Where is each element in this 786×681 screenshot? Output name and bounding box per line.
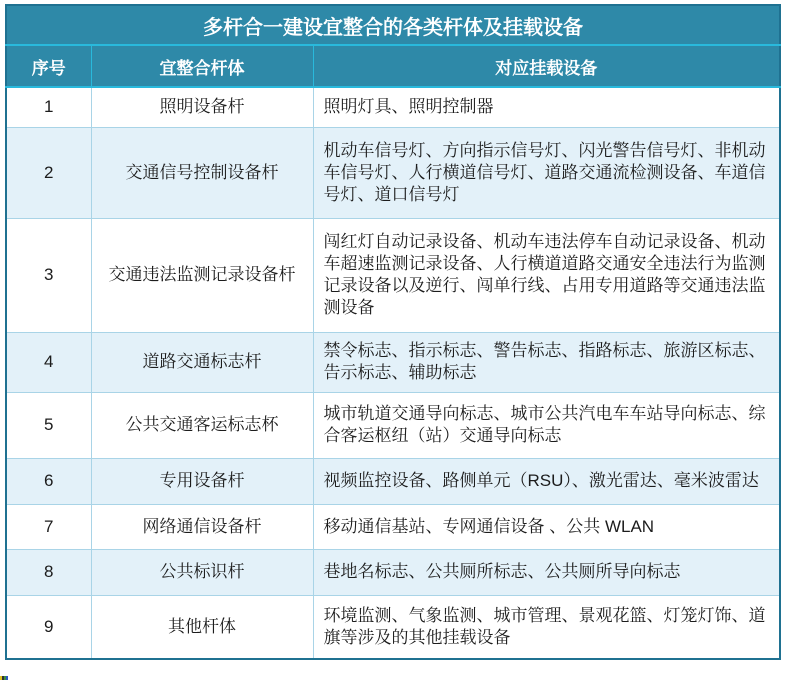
pole-type-cell: 公共交通客运标志杯 — [91, 392, 313, 458]
column-header-num: 序号 — [6, 45, 91, 87]
pole-type-cell: 网络通信设备杆 — [91, 504, 313, 549]
table-row — [6, 458, 780, 504]
table-row — [6, 87, 780, 127]
corner-pixel-artifact — [0, 676, 10, 680]
devices-cell: 环境监测、气象监测、城市管理、景观花篮、灯笼灯饰、道旗等涉及的其他挂载设备 — [313, 595, 780, 659]
table-title-row — [6, 5, 780, 45]
table-row — [6, 218, 780, 332]
table-row — [6, 504, 780, 549]
devices-cell: 移动通信基站、专网通信设备 、公共 WLAN — [313, 504, 780, 549]
pole-type-cell: 道路交通标志杆 — [91, 332, 313, 392]
pole-type-cell: 交通违法监测记录设备杆 — [91, 218, 313, 332]
devices-cell: 闯红灯自动记录设备、机动车违法停车自动记录设备、机动车超速监测记录设备、人行横道道路交通安全违法行为监测记录设备以及逆行、闯单行线、占用专用道路等交通违法监测设备 — [313, 218, 780, 332]
devices-cell: 巷地名标志、公共厕所标志、公共厕所导向标志 — [313, 549, 780, 595]
row-index-cell: 8 — [6, 549, 91, 595]
pole-integration-table-container — [5, 4, 781, 660]
devices-cell: 照明灯具、照明控制器 — [313, 87, 780, 127]
row-index-cell: 7 — [6, 504, 91, 549]
table-row — [6, 549, 780, 595]
table-header-row — [6, 45, 780, 87]
devices-cell: 禁令标志、指示标志、警告标志、指路标志、旅游区标志、告示标志、辅助标志 — [313, 332, 780, 392]
table-title: 多杆合一建设宜整合的各类杆体及挂载设备 — [6, 5, 780, 45]
row-index-cell: 5 — [6, 392, 91, 458]
devices-cell: 机动车信号灯、方向指示信号灯、闪光警告信号灯、非机动车信号灯、人行横道信号灯、道路交通流检测设备、车道信号灯、道口信号灯 — [313, 127, 780, 218]
pole-type-cell: 照明设备杆 — [91, 87, 313, 127]
pole-type-cell: 交通信号控制设备杆 — [91, 127, 313, 218]
row-index-cell: 6 — [6, 458, 91, 504]
devices-cell: 城市轨道交通导向标志、城市公共汽电车车站导向标志、综合客运枢纽（站）交通导向标志 — [313, 392, 780, 458]
table-row — [6, 332, 780, 392]
pole-type-cell: 公共标识杆 — [91, 549, 313, 595]
column-header-pole: 宜整合杆体 — [91, 45, 313, 87]
table-row — [6, 127, 780, 218]
pole-integration-table — [5, 4, 781, 660]
row-index-cell: 1 — [6, 87, 91, 127]
table-row — [6, 392, 780, 458]
row-index-cell: 2 — [6, 127, 91, 218]
row-index-cell: 3 — [6, 218, 91, 332]
table-row — [6, 595, 780, 659]
devices-cell: 视频监控设备、路侧单元（RSU）、激光雷达、毫米波雷达 — [313, 458, 780, 504]
pole-type-cell: 其他杆体 — [91, 595, 313, 659]
row-index-cell: 9 — [6, 595, 91, 659]
row-index-cell: 4 — [6, 332, 91, 392]
column-header-devices: 对应挂载设备 — [313, 45, 780, 87]
pole-type-cell: 专用设备杆 — [91, 458, 313, 504]
